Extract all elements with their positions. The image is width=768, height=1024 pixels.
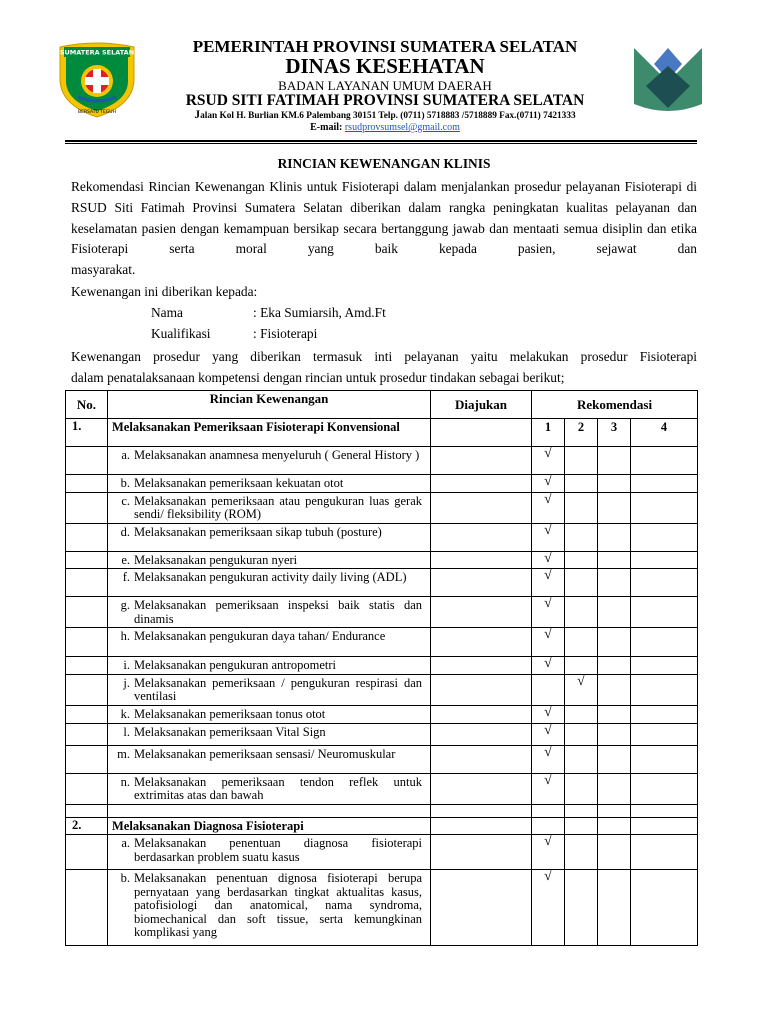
item-text: Melaksanakan pemeriksaan atau pengukuran luas gerak sendi/ fleksibility (ROM) (134, 493, 422, 521)
level-cell (565, 657, 598, 675)
level-cell (631, 597, 698, 628)
diajukan-cell (431, 817, 532, 835)
level-header-3: 3 (598, 419, 631, 447)
check-mark: √ (532, 551, 565, 569)
col-no: No. (66, 391, 108, 419)
level-cell (631, 674, 698, 705)
header-rule-thick (65, 140, 697, 142)
item-cell (108, 657, 431, 675)
table-row (66, 597, 698, 628)
level-cell (565, 551, 598, 569)
item-cell (108, 705, 431, 723)
item-cell (108, 551, 431, 569)
item-letter: b. (120, 476, 130, 490)
item-text: Melaksanakan pemeriksaan / pengukuran respirasi dan ventilasi (134, 675, 422, 703)
item-cell (108, 447, 431, 475)
item-text: Melaksanakan pemeriksaan kekuatan otot (134, 476, 344, 490)
address-text: alan Kol H. Burlian KM.6 Palembang 30151 Telp. (0711) 5718883 /5718889 Fax.(0711) 7421333 (200, 111, 576, 121)
col-rincian: Rincian Kewenangan (108, 391, 431, 419)
item (112, 708, 422, 722)
logo-top-text: SUMATERA SELATAN (59, 48, 135, 57)
level-cell (565, 492, 598, 523)
item (112, 495, 422, 522)
level-cell (631, 705, 698, 723)
level-cell (598, 674, 631, 705)
diajukan-cell (431, 773, 532, 804)
diajukan-cell (431, 551, 532, 569)
level-cell (598, 597, 631, 628)
row-no-cell (66, 551, 108, 569)
item-text: Melaksanakan anamnesa menyeluruh ( General History ) (134, 448, 420, 462)
row-no-cell (66, 674, 108, 705)
diajukan-cell (431, 419, 532, 447)
check-mark: √ (532, 569, 565, 597)
scope-last-line: dalam penatalaksanaan kompetensi dengan rincian untuk prosedur tindakan sebagai berikut; (71, 369, 565, 385)
level-cell (598, 723, 631, 745)
level-cell (598, 447, 631, 475)
item-text: Melaksanakan pengukuran activity daily living (ADL) (134, 570, 407, 584)
level-cell (631, 817, 698, 835)
row-no-cell (66, 723, 108, 745)
row-no-cell (66, 870, 108, 946)
check-mark: √ (532, 657, 565, 675)
row-no-cell (66, 475, 108, 493)
level-cell (631, 551, 698, 569)
header-email-line (110, 123, 660, 133)
diajukan-cell (431, 475, 532, 493)
section-row (66, 817, 698, 835)
item (112, 776, 422, 803)
level-cell (631, 773, 698, 804)
row-no-cell (66, 569, 108, 597)
empty-cell (631, 804, 698, 817)
empty-cell (108, 804, 431, 817)
section-title: Melaksanakan Pemeriksaan Fisioterapi Konvensional (108, 419, 431, 447)
item-letter: c. (121, 493, 130, 508)
level-cell (565, 597, 598, 628)
level-cell (631, 628, 698, 657)
check-mark: √ (532, 447, 565, 475)
header-agency: DINAS KESEHATAN (285, 54, 485, 78)
section-number: 1. (66, 419, 108, 447)
check-mark: √ (532, 870, 565, 946)
item-text: Melaksanakan pengukuran daya tahan/ Endurance (134, 629, 386, 643)
email-label: E-mail: (310, 122, 345, 133)
level-cell (598, 492, 631, 523)
item-letter: e. (121, 552, 130, 567)
table-row (66, 628, 698, 657)
check-mark: √ (532, 597, 565, 628)
table-row (66, 475, 698, 493)
item (112, 837, 422, 864)
level-cell (565, 475, 598, 493)
row-no-cell (66, 523, 108, 551)
item-cell (108, 674, 431, 705)
level-cell (532, 674, 565, 705)
item-cell (108, 569, 431, 597)
level-cell (565, 447, 598, 475)
diajukan-cell (431, 705, 532, 723)
level-cell (565, 870, 598, 946)
table-row (66, 674, 698, 705)
diajukan-cell (431, 447, 532, 475)
level-cell (598, 870, 631, 946)
address-initial: J (194, 109, 201, 121)
check-mark: √ (532, 705, 565, 723)
item-cell (108, 628, 431, 657)
diajukan-cell (431, 674, 532, 705)
table-row (66, 447, 698, 475)
col-rekomendasi: Rekomendasi (532, 391, 698, 419)
table-row (66, 492, 698, 523)
check-mark: √ (532, 492, 565, 523)
item-text: Melaksanakan penentuan diagnosa fisioterapi berdasarkan problem suatu kasus (134, 836, 422, 864)
item-cell (108, 835, 431, 870)
item-text: Melaksanakan pemeriksaan tonus otot (134, 706, 326, 721)
level-cell (598, 705, 631, 723)
empty-cell (565, 804, 598, 817)
item-text: Melaksanakan pemeriksaan Vital Sign (134, 724, 326, 739)
item-text: Melaksanakan pemeriksaan sensasi/ Neuromuskular (134, 746, 396, 761)
header-hospital: RSUD SITI FATIMAH PROVINSI SUMATERA SELATAN (185, 92, 585, 109)
table-row (66, 657, 698, 675)
diajukan-cell (431, 657, 532, 675)
level-cell (631, 492, 698, 523)
item (112, 449, 422, 463)
level-cell (565, 835, 598, 870)
level-cell (532, 817, 565, 835)
item-cell (108, 475, 431, 493)
qualification-value: : Fisioterapi (253, 326, 318, 341)
check-mark: √ (532, 523, 565, 551)
level-cell (565, 817, 598, 835)
check-mark: √ (532, 835, 565, 870)
item-letter: k. (120, 706, 130, 721)
item-letter: l. (123, 724, 130, 739)
row-no-cell (66, 492, 108, 523)
check-mark: √ (532, 628, 565, 657)
level-cell (598, 569, 631, 597)
level-header-1: 1 (532, 419, 565, 447)
diajukan-cell (431, 723, 532, 745)
diajukan-cell (431, 523, 532, 551)
item-letter: j. (123, 675, 130, 690)
table-row (66, 705, 698, 723)
level-cell (598, 475, 631, 493)
intro-text: Rekomendasi Rincian Kewenangan Klinis untuk Fisioterapi dalam menjalankan prosedur pelayanan Fisioterapi di RSUD Siti Fatimah Provinsi Sumatera Selatan diberikan dalam rangka peningkatan kualitas pelayanan dan keselamatan pasien dengan kemampuan bersikap secara bertanggung jawab dan mentaati semua disiplin dan etika Fisioterapi serta moral yang baik kepada pasien, sejawat dan (71, 179, 697, 257)
level-header-2: 2 (565, 419, 598, 447)
item (112, 477, 422, 491)
check-mark: √ (532, 745, 565, 773)
item-text: Melaksanakan pengukuran nyeri (134, 552, 298, 567)
item-cell (108, 723, 431, 745)
level-cell (565, 628, 598, 657)
item-letter: m. (117, 746, 130, 761)
level-cell (598, 835, 631, 870)
table-row (66, 523, 698, 551)
level-cell (565, 745, 598, 773)
header-rule-thin (65, 143, 697, 144)
name-value: : Eka Sumiarsih, Amd.Ft (253, 305, 386, 320)
table-header-row (66, 391, 698, 419)
level-cell (565, 705, 598, 723)
item-letter: i. (123, 658, 130, 672)
row-no-cell (66, 628, 108, 657)
level-cell (631, 870, 698, 946)
item-letter: g. (120, 598, 130, 612)
item-text: Melaksanakan penentuan dignosa fisioterapi berupa pernyataan yang berdasarkan tingkat aktualitas kasus, patofisiologi dan anatomical, nama syndroma, biomechanical dan soft tissue, serta kemungkinan komplikasi yang (134, 871, 422, 939)
item (112, 872, 422, 940)
check-mark: √ (532, 773, 565, 804)
table-row (66, 835, 698, 870)
item (112, 677, 422, 704)
section-number: 2. (66, 817, 108, 835)
table-row (66, 551, 698, 569)
diajukan-cell (431, 745, 532, 773)
level-cell (598, 657, 631, 675)
item-text: Melaksanakan pemeriksaan inspeksi baik statis dan dinamis (134, 598, 422, 626)
level-cell (631, 447, 698, 475)
given-to: Kewenangan ini diberikan kepada: (71, 284, 258, 299)
empty-cell (532, 804, 565, 817)
level-header-4: 4 (631, 419, 698, 447)
row-no-cell (66, 773, 108, 804)
empty-cell (431, 804, 532, 817)
check-mark: √ (532, 475, 565, 493)
level-cell (598, 551, 631, 569)
item-letter: h. (120, 629, 130, 643)
table-row (66, 745, 698, 773)
row-no-cell (66, 705, 108, 723)
diajukan-cell (431, 569, 532, 597)
item (112, 726, 422, 740)
item-text: Melaksanakan pemeriksaan sikap tubuh (posture) (134, 524, 382, 539)
table-row (66, 773, 698, 804)
intro-paragraph (71, 177, 697, 281)
item-letter: d. (120, 524, 130, 539)
item-letter: a. (121, 836, 130, 850)
row-no-cell (66, 835, 108, 870)
empty-cell (598, 804, 631, 817)
item-cell (108, 523, 431, 551)
item-text: Melaksanakan pengukuran antropometri (134, 658, 337, 672)
diajukan-cell (431, 628, 532, 657)
item-cell (108, 773, 431, 804)
level-cell (631, 475, 698, 493)
scope-text: Kewenangan prosedur yang diberikan termasuk inti pelayanan yaitu melakukan prosedur Fisioterapi (71, 349, 697, 364)
empty-cell (66, 804, 108, 817)
table-row (66, 870, 698, 946)
item (112, 526, 422, 540)
item-cell (108, 492, 431, 523)
item (112, 599, 422, 626)
section-title: Melaksanakan Diagnosa Fisioterapi (108, 817, 431, 835)
item (112, 554, 422, 568)
item (112, 571, 422, 585)
level-cell (565, 773, 598, 804)
section-row (66, 419, 698, 447)
level-cell (631, 569, 698, 597)
document-title: RINCIAN KEWENANGAN KLINIS (277, 156, 491, 171)
item-cell (108, 745, 431, 773)
level-cell (631, 745, 698, 773)
level-cell (598, 745, 631, 773)
level-cell (565, 569, 598, 597)
email-link[interactable]: rsudprovsumsel@gmail.com (344, 122, 460, 133)
level-cell (565, 523, 598, 551)
level-cell (598, 628, 631, 657)
diajukan-cell (431, 492, 532, 523)
level-cell (598, 817, 631, 835)
competency-table (65, 390, 698, 946)
level-cell (598, 523, 631, 551)
header-blud: BADAN LAYANAN UMUM DAERAH (278, 78, 492, 93)
row-no-cell (66, 657, 108, 675)
item-letter: f. (122, 570, 130, 584)
row-no-cell (66, 745, 108, 773)
level-cell (631, 657, 698, 675)
spacer-row (66, 804, 698, 817)
item (112, 630, 422, 644)
header-address (110, 110, 660, 122)
item-cell (108, 870, 431, 946)
col-diajukan: Diajukan (431, 391, 532, 419)
item-cell (108, 597, 431, 628)
intro-last-line: masyarakat. (71, 262, 136, 278)
check-mark: √ (565, 674, 598, 705)
name-label: Nama (151, 305, 183, 320)
level-cell (598, 773, 631, 804)
table-row (66, 723, 698, 745)
item-letter: b. (120, 871, 130, 885)
item-text: Melaksanakan pemeriksaan tendon reflek untuk extrimitas atas dan bawah (134, 774, 422, 802)
level-cell (631, 835, 698, 870)
scope-paragraph (71, 347, 697, 389)
level-cell (631, 723, 698, 745)
item (112, 659, 422, 673)
logo-bottom-text: BERSATU TEGUH (78, 110, 116, 115)
diajukan-cell (431, 597, 532, 628)
qualification-label: Kualifikasi (151, 326, 211, 341)
level-cell (631, 523, 698, 551)
item-letter: n. (120, 774, 130, 789)
table-row (66, 569, 698, 597)
item-letter: a. (121, 448, 130, 462)
row-no-cell (66, 447, 108, 475)
level-cell (565, 723, 598, 745)
header-government: PEMERINTAH PROVINSI SUMATERA SELATAN (192, 37, 578, 56)
check-mark: √ (532, 723, 565, 745)
diajukan-cell (431, 835, 532, 870)
diajukan-cell (431, 870, 532, 946)
item (112, 748, 422, 762)
row-no-cell (66, 597, 108, 628)
